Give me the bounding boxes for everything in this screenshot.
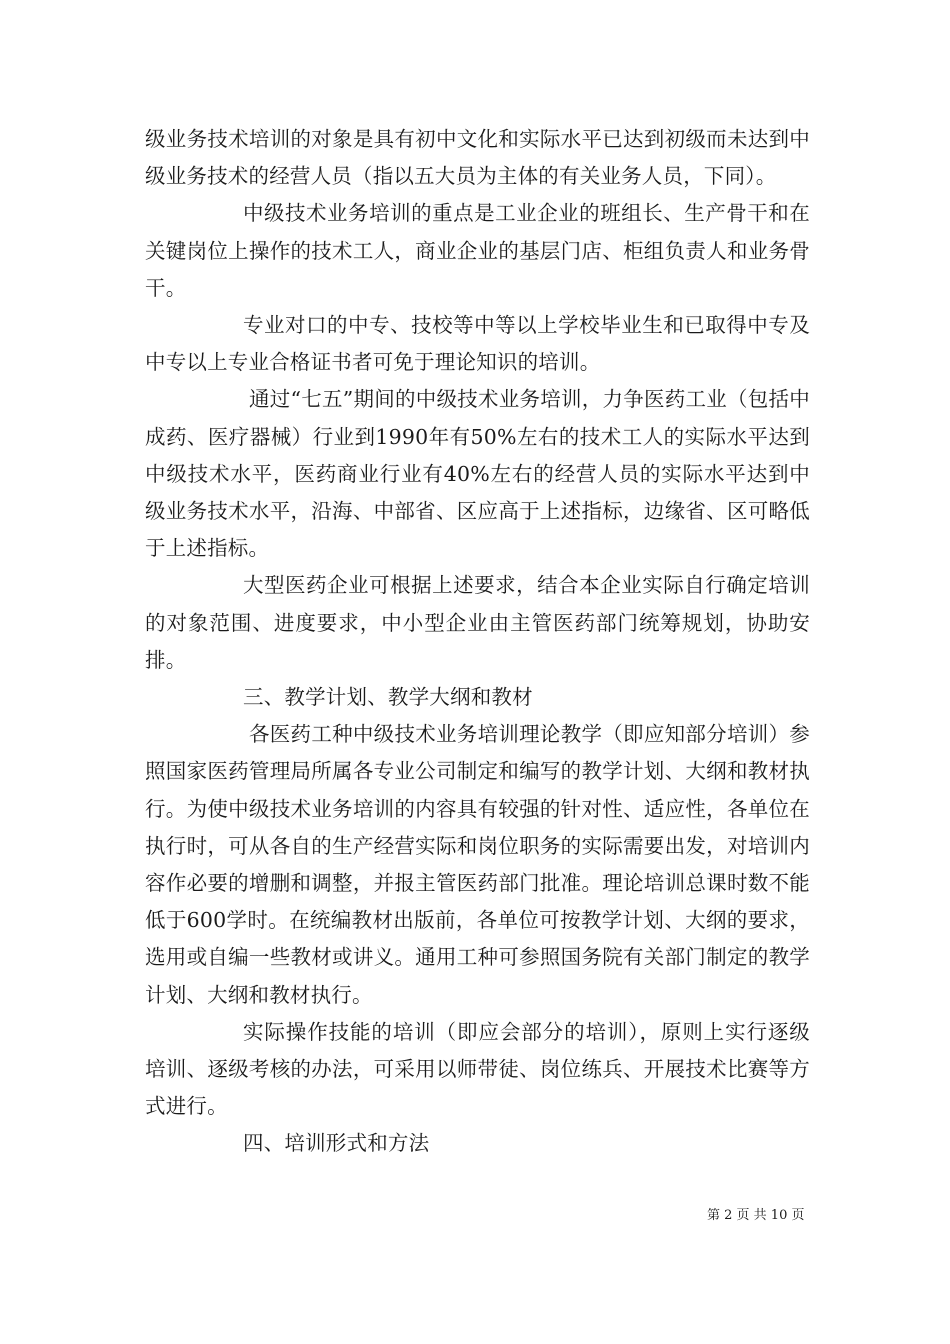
paragraph-training-target: 级业务技术培训的对象是具有初中文化和实际水平已达到初级而未达到中级业务技术的经营人员（指以五大员为主体的有关业务人员，下同）。 [145, 127, 810, 189]
paragraph-practical-skills: 实际操作技能的培训（即应会部分的培训），原则上实行逐级培训、逐级考核的办法，可采用以师带徒、岗位练兵、开展技术比赛等方式进行。 [145, 1019, 810, 1119]
paragraph-large-enterprises: 大型医药企业可根据上述要求，结合本企业实际自行确定培训的对象范围、进度要求，中小型企业由主管医药部门统筹规划，协助安排。 [145, 573, 810, 672]
paragraph-exemption: 专业对口的中专、技校等中等以上学校毕业生和已取得中专及中专以上专业合格证书者可免于理论知识的培训。 [145, 313, 810, 375]
document-body [145, 121, 810, 1163]
paragraph-goals: 通过“七五”期间的中级技术业务培训，力争医药工业（包括中成药、医疗器械）行业到1990年有50%左右的技术工人的实际水平达到中级技术水平，医药商业行业有40%左右的经营人员的实际水平达到中级业务技术水平，沿海、中部省、区应高于上述指标，边缘省、区可略低于上述指标。 [145, 387, 810, 561]
section-heading-curriculum: 三、教学计划、教学大纲和教材 [243, 685, 533, 710]
section-heading-training-methods: 四、培训形式和方法 [243, 1131, 430, 1156]
paragraph-theory-teaching: 各医药工种中级技术业务培训理论教学（即应知部分培训）参照国家医药管理局所属各专业公司制定和编写的教学计划、大纲和教材执行。为使中级技术业务培训的内容具有较强的针对性、适应性，各单位在执行时，可从各自的生产经营实际和岗位职务的实际需要出发，对培训内容作必要的增删和调整，并报主管医药部门批准。理论培训总课时数不能低于600学时。在统编教材出版前，各单位可按教学计划、大纲的要求，选用或自编一些教材或讲义。通用工种可参照国务院有关部门制定的教学计划、大纲和教材执行。 [145, 722, 810, 1007]
paragraph-training-focus: 中级技术业务培训的重点是工业企业的班组长、生产骨干和在关键岗位上操作的技术工人，商业企业的基层门店、柜组负责人和业务骨干。 [145, 201, 810, 300]
page-number: 第 2 页 共 10 页 [707, 1208, 805, 1223]
